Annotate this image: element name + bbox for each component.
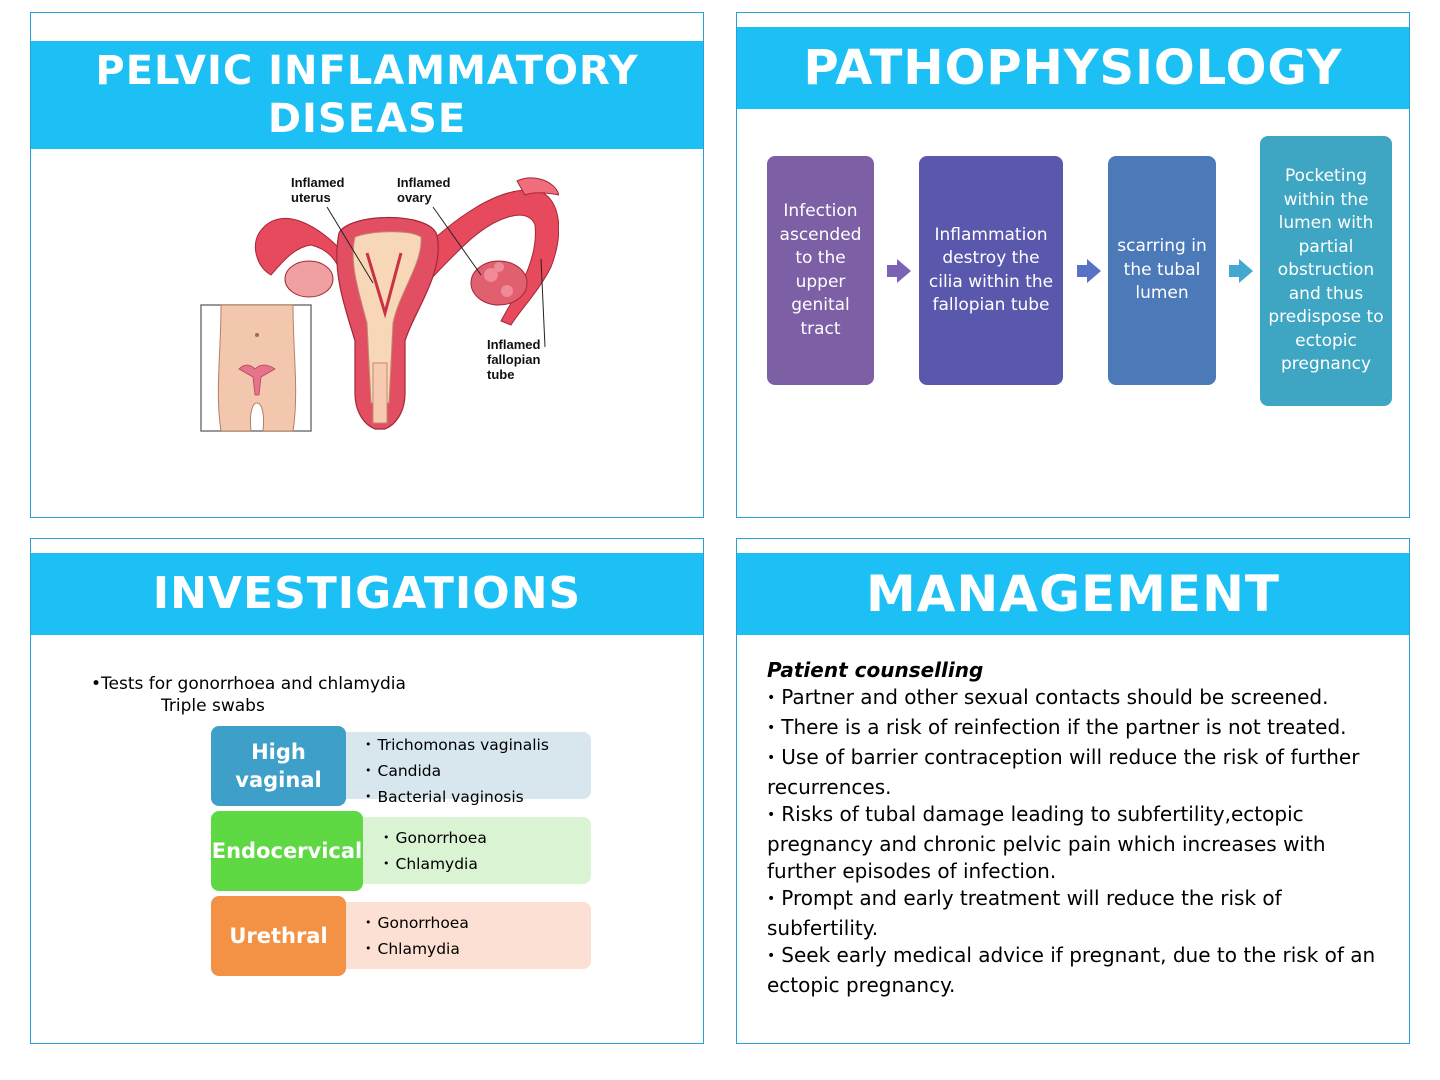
slide-investigations [30, 538, 704, 1044]
intro-subtext: Triple swabs [161, 696, 265, 716]
process-step-4 [1260, 136, 1392, 406]
slide-pid [30, 12, 704, 518]
process-step-line: cilia within the [928, 271, 1054, 292]
arrow-right-icon [1239, 259, 1253, 283]
arrow-stem [887, 265, 898, 277]
process-step-line: upper [795, 271, 846, 292]
process-step-line: Infection [783, 201, 858, 221]
process-step-3 [1108, 156, 1216, 385]
slide-title-line2: DISEASE [267, 96, 467, 142]
management-bullet: • Risks of tubal damage leading to subfertility,ectopic pregnancy and chronic pelvic pain which increases with further episodes of infection. [767, 801, 1387, 885]
process-step-2 [919, 156, 1063, 385]
process-step-text [1117, 235, 1207, 306]
label-text: Inflamed [397, 175, 451, 190]
label-inflamed-fallopian-tube [487, 337, 540, 382]
swab-test-item: • Gonorrhoea [365, 911, 591, 937]
swab-detail-box [331, 732, 591, 806]
process-step-text [1268, 165, 1383, 377]
process-step-line: fallopian tube [932, 295, 1050, 315]
process-step-line: pregnancy [1280, 354, 1372, 375]
management-bullet: • Seek early medical advice if pregnant, due to the risk of an ectopic pregnancy. [767, 942, 1387, 999]
arrow-stem [1077, 265, 1088, 277]
label-inflamed-uterus [291, 175, 344, 205]
swab-category-endocervical [211, 811, 363, 891]
process-step-line: and thus [1288, 283, 1364, 304]
swab-category-high-vaginal [211, 726, 346, 806]
process-step-line: lumen [1135, 283, 1189, 304]
arrow-right-icon [897, 259, 911, 283]
swab-test-item: • Gonorrhoea [383, 826, 591, 852]
slide-title-banner [31, 41, 703, 149]
slide-title-banner: PATHOPHYSIOLOGY [737, 27, 1409, 109]
process-step-line: ectopic [1295, 330, 1357, 351]
label-text: fallopian [487, 352, 541, 367]
process-step-line: Pocketing [1284, 166, 1368, 187]
management-bullet: • Partner and other sexual contacts should be screened. [767, 684, 1387, 714]
process-step-line: scarring in [1117, 236, 1207, 257]
swab-test-item: • Chlamydia [365, 937, 591, 963]
swab-test-item: • Bacterial vaginosis [365, 785, 591, 811]
process-step-line: genital [791, 295, 850, 315]
process-step-line: destroy the [942, 248, 1040, 268]
slide-title-banner: INVESTIGATIONS [31, 553, 703, 635]
slide-title-banner: MANAGEMENT [737, 553, 1409, 635]
label-text: tube [487, 367, 515, 382]
process-step-line: the tubal [1123, 259, 1201, 280]
intro-bullet: •Tests for gonorrhoea and chlamydia [91, 674, 406, 694]
management-text [767, 657, 1387, 999]
label-text: Inflamed [291, 175, 345, 190]
process-step-line: tract [800, 318, 841, 339]
slide-management [736, 538, 1410, 1044]
swab-category-label: Endocervical [211, 839, 363, 863]
process-step-line: predispose to [1268, 307, 1384, 328]
label-inflamed-ovary [397, 175, 450, 205]
management-bullet: • Use of barrier contraception will reduce the risk of further recurrences. [767, 744, 1387, 801]
process-step-line: lumen with [1278, 213, 1374, 234]
arrow-stem [1229, 265, 1240, 277]
slide-pathophysiology [736, 12, 1410, 518]
label-text: ovary [397, 190, 432, 205]
label-text: uterus [291, 190, 331, 205]
process-step-text [929, 224, 1053, 318]
management-bullet: • Prompt and early treatment will reduce the risk of subfertility. [767, 885, 1387, 942]
swab-category-label: High vaginal [235, 740, 322, 792]
swab-test-item: • Candida [365, 759, 591, 785]
swab-detail-box [349, 817, 591, 884]
management-bullet: • There is a risk of reinfection if the partner is not treated. [767, 714, 1387, 744]
swab-test-item: • Chlamydia [383, 852, 591, 878]
swab-category-label: Urethral [229, 924, 328, 948]
swab-detail-box [331, 902, 591, 969]
process-step-text [780, 200, 862, 341]
process-step-line: Inflammation [934, 224, 1048, 245]
swab-category-urethral [211, 896, 346, 976]
process-step-line: ascended [779, 224, 862, 245]
arrow-right-icon [1087, 259, 1101, 283]
process-step-line: to the [795, 248, 846, 268]
process-step-line: obstruction [1277, 260, 1375, 281]
slide-title-line1: PELVIC INFLAMMATORY [95, 48, 639, 94]
pelvic-anatomy-illustration [199, 163, 559, 453]
label-text: Inflamed [487, 337, 541, 352]
process-step-1 [767, 156, 874, 385]
process-step-line: within the [1283, 189, 1369, 210]
swab-test-item: • Trichomonas vaginalis [365, 733, 591, 759]
management-heading: Patient counselling [767, 658, 984, 682]
process-step-line: partial [1298, 236, 1354, 257]
